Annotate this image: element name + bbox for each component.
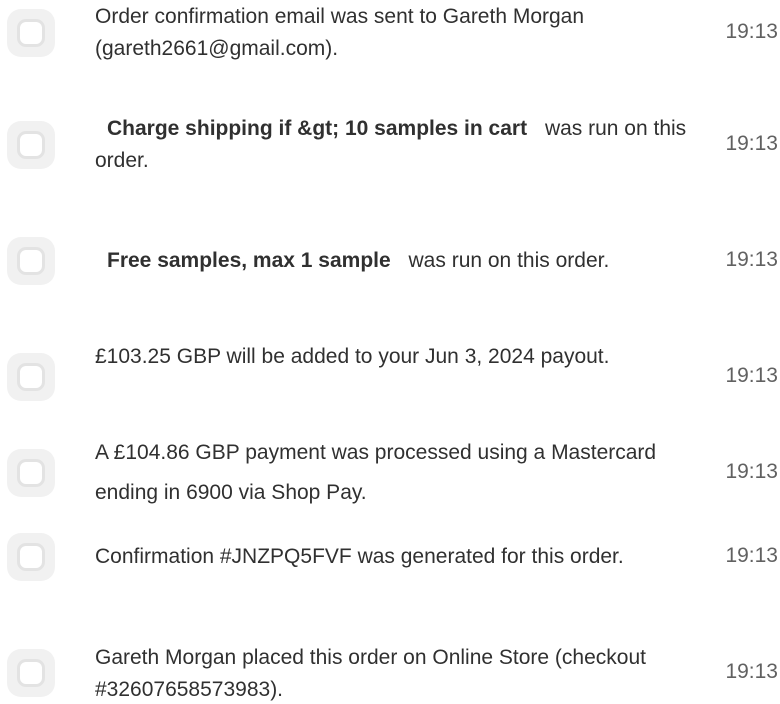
event-time: 19:13 <box>725 544 778 567</box>
event-time: 19:13 <box>725 364 778 387</box>
timeline-dot-icon <box>7 237 55 285</box>
event-message: £103.25 GBP will be added to your Jun 3, 2024 payout. <box>95 345 610 368</box>
timeline-dot-icon <box>7 9 55 57</box>
event-message-text: was run on this order. <box>95 117 687 172</box>
timeline-dot-icon <box>7 353 55 401</box>
event-message <box>95 113 695 177</box>
rule-name[interactable]: Free samples, max 1 sample <box>107 249 391 272</box>
event-message: A £104.86 GBP payment was processed using a Mastercard ending in 6900 via Shop Pay. <box>95 441 657 504</box>
event-time: 19:13 <box>725 132 778 155</box>
event-time: 19:13 <box>725 248 778 271</box>
timeline-dot-icon <box>7 649 55 697</box>
event-message-text: was run on this order. <box>408 249 610 272</box>
timeline-dot-icon <box>7 121 55 169</box>
event-message: Order confirmation email was sent to Gareth Morgan (gareth2661@gmail.com). <box>95 5 585 60</box>
event-message <box>95 245 695 277</box>
event-message: Gareth Morgan placed this order on Online Store (checkout #32607658573983). <box>95 646 646 701</box>
event-message: Confirmation #JNZPQ5FVF was generated for this order. <box>95 545 624 568</box>
timeline-dot-icon <box>7 533 55 581</box>
event-time: 19:13 <box>725 20 778 43</box>
event-time: 19:13 <box>725 460 778 483</box>
event-time: 19:13 <box>725 660 778 683</box>
timeline-dot-icon <box>7 449 55 497</box>
rule-name[interactable]: Charge shipping if &gt; 10 samples in cart <box>107 117 528 140</box>
